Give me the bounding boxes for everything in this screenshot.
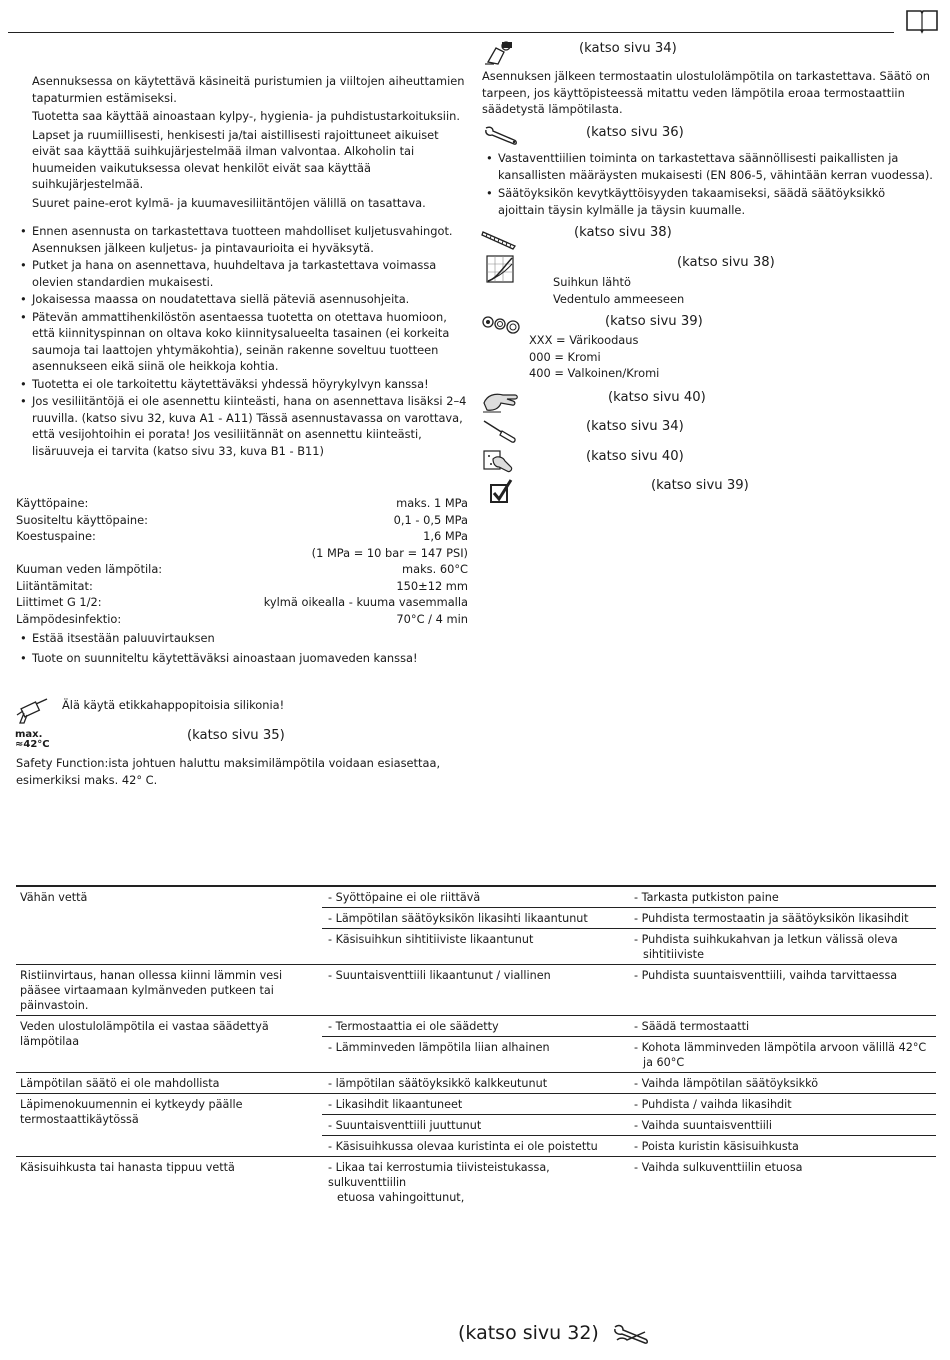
remedy-text: - Kohota lämminveden lämpötila arvoon välillä 42°C — [634, 1041, 927, 1054]
remedy-cell: - Vaihda sulkuventtiilin etuosa — [628, 1157, 936, 1208]
page-reference: (katso sivu 34) — [586, 419, 684, 434]
remedy-cell: - Puhdista / vaihda likasihdit — [628, 1094, 936, 1115]
table-row — [16, 1016, 936, 1037]
page-reference: (katso sivu 40) — [608, 390, 706, 405]
spec-value: 150±12 mm — [396, 578, 468, 593]
troubleshooting-table — [16, 885, 936, 1207]
colour-codes — [529, 332, 659, 382]
wrench-icon — [611, 1322, 651, 1346]
spec-row — [16, 594, 468, 611]
remedy-cell: - Vaihda lämpötilan säätöyksikkö — [628, 1073, 936, 1094]
spec-value: (1 MPa = 10 bar = 147 PSI) — [311, 545, 468, 560]
colour-code-row: XXX = Värikoodaus — [529, 333, 639, 347]
list-item: Suihkun lähtö — [553, 275, 631, 289]
spec-row — [16, 528, 468, 545]
spec-value: 70°C / 4 min — [396, 611, 468, 626]
cause-cell: - Termostaattia ei ole säädetty — [322, 1016, 628, 1037]
page-reference: (katso sivu 39) — [651, 478, 749, 493]
remedy-text: sihtitiiviste — [643, 948, 704, 961]
colour-name: Valkoinen/Kromi — [567, 366, 660, 380]
list-item: • Jos vesiliitäntöjä ei ole asennettu kiinteästi, hana on asennettava lisäksi 2–4 ruuvilla. (katso sivu 32, kuva A1 - A11) Tässä asennustavassa on varottava, että vesijohtoihin ei porata! Jos vesiliitännät on asennettu kiinteästi, lisäruuveja ei tarvita (katso sivu 33, kuva B1 - B11) — [16, 393, 468, 459]
safety-paragraph: Asennuksessa on käytettävä käsineitä puristumien ja viiltojen aiheuttamien tapaturmien estämiseksi. — [32, 74, 465, 105]
spec-bullets — [16, 630, 468, 667]
fault-cell: Läpimenokuumennin ei kytkeydy päälle termostaattikäytössä — [16, 1094, 322, 1157]
remedy-cell — [628, 929, 936, 965]
spec-value: 1,6 MPa — [423, 529, 468, 543]
spec-label: Liitäntämitat: — [16, 578, 93, 593]
spec-label: Koestuspaine: — [16, 529, 96, 543]
fault-cell: Lämpötilan säätö ei ole mahdollista — [16, 1073, 322, 1094]
care-hand-icon — [481, 447, 515, 475]
remedy-cell: - Vaihda suuntaisventtiili — [628, 1115, 936, 1136]
cause-cell: - Suuntaisventtiili juuttunut — [322, 1115, 628, 1136]
ruler-icon — [481, 226, 519, 250]
cause-cell: - Käsisuihkussa olevaa kuristinta ei ole poistettu — [322, 1136, 628, 1157]
cause-text: etuosa vahingoittunut, — [337, 1191, 465, 1204]
safety-paragraph: Suuret paine-erot kylmä- ja kuumavesiliitäntöjen välillä on tasattava. — [32, 195, 426, 210]
spec-value: maks. 1 MPa — [396, 496, 468, 510]
max-label: max. — [15, 729, 43, 740]
table-row — [16, 965, 936, 1016]
technical-data — [16, 495, 468, 627]
wrench-icon — [482, 124, 520, 146]
install-bullets — [16, 223, 468, 460]
fault-cell: Ristiinvirtaus, hanan ollessa kiinni lämmin vesi pääsee virtaamaan kylmänveden putkeen tai päinvastoin. — [16, 965, 322, 1016]
checkbox-check-icon — [489, 479, 515, 505]
flow-diagram-icon — [486, 255, 514, 283]
page-reference: (katso sivu 38) — [677, 255, 775, 270]
colour-code-row: 000 = Kromi — [529, 349, 601, 364]
list-item: • Vastaventtiilien toiminta on tarkastettava säännöllisesti paikallisten ja kansallisten määräysten mukaisesti (EN 806-5, vähintään kerran vuodessa). — [482, 150, 934, 183]
silicone-gun-icon — [14, 697, 50, 725]
header-rule — [8, 32, 894, 33]
cause-cell: - Lämpötilan säätöyksikön likasihti likaantunut — [322, 908, 628, 929]
spec-row — [16, 561, 468, 578]
page-reference: (katso sivu 35) — [187, 728, 285, 743]
fault-cell: Vähän vettä — [16, 886, 322, 965]
remedy-cell: - Poista kuristin käsisuihkusta — [628, 1136, 936, 1157]
spec-label: Lämpödesinfektio: — [16, 611, 122, 626]
max-temp-badge — [15, 730, 50, 750]
list-item: • Säätöyksikön kevytkäyttöisyyden takaamiseksi, säädä säätöyksikkö ajoittain täysin kylmälle ja täysin kuumalle. — [482, 185, 934, 218]
fault-cell: Käsisuihkusta tai hanasta tippuu vettä — [16, 1157, 322, 1208]
page-reference: (katso sivu 32) — [458, 1322, 599, 1344]
remedy-text: - Puhdista suihkukahvan ja letkun välissä oleva — [634, 933, 898, 946]
spec-label: Liittimet G 1/2: — [16, 595, 102, 609]
safety-section — [32, 73, 468, 211]
page-reference: (katso sivu 40) — [586, 449, 684, 464]
spec-value: 0,1 - 0,5 MPa — [393, 512, 468, 527]
maintenance-bullets — [482, 150, 934, 219]
screwdriver-icon — [481, 418, 519, 444]
colour-code: XXX — [529, 333, 553, 347]
book-icon — [905, 8, 939, 34]
safety-function-text: Safety Function:ista johtuen haluttu maksimilämpötila voidaan esiasettaa, esimerkiksi maks. 42° C. — [16, 756, 441, 787]
page-reference: (katso sivu 34) — [579, 41, 677, 56]
list-item: • Pätevän ammattihenkilöstön asentaessa tuotetta on otettava huomioon, että kiinnityspinnan on oltava koko kiinnitysalueelta tasainen (ei korkeita saumoja tai laattojen yhtymäkohtia), seinän rakenne soveltuu tuotteen asennukseen eikä siinä ole heikkoja kohtia. — [16, 309, 468, 375]
page-reference: (katso sivu 38) — [574, 225, 672, 240]
fault-cell: Veden ulostulolämpötila ei vastaa säädettyä lämpötilaa — [16, 1016, 322, 1073]
cause-cell: - lämpötilan säätöyksikkö kalkkeutunut — [322, 1073, 628, 1094]
page-reference: (katso sivu 39) — [605, 314, 703, 329]
cleaning-hand-icon — [481, 389, 519, 415]
colour-name: Kromi — [567, 349, 601, 364]
cause-cell: - Lämminveden lämpötila liian alhainen — [322, 1037, 628, 1073]
list-item: • Jokaisessa maassa on noudatettava siellä päteviä asennusohjeita. — [16, 291, 468, 308]
table-row — [16, 1157, 936, 1208]
table-row — [16, 1094, 936, 1115]
spec-label: Käyttöpaine: — [16, 496, 89, 510]
colour-code: 000 — [529, 349, 551, 364]
max-temp-label: ≈42°C — [15, 739, 50, 750]
remedy-cell: - Tarkasta putkiston paine — [628, 886, 936, 908]
footer-reference — [458, 1321, 651, 1346]
table-row — [16, 886, 936, 908]
remedy-cell: - Puhdista suuntaisventtiili, vaihda tarvittaessa — [628, 965, 936, 1016]
safety-paragraph: Lapset ja ruumiillisesti, henkisesti ja/tai aistillisesti rajoittuneet aikuiset eivät saa käyttää suihkujärjestelmää ilman valvontaa. Alkoholin tai huumeiden vaikutuksessa olevat henkilöt eivät saa käyttää suihkujärjestelmää. — [32, 127, 439, 191]
list-item: Vedentulo ammeeseen — [553, 291, 685, 306]
remedy-cell — [628, 1037, 936, 1073]
list-item: • Ennen asennusta on tarkastettava tuotteen mahdolliset kuljetusvahingot. Asennuksen jälkeen kuljetus- ja pintavaurioita ei hyväksytä. — [16, 223, 468, 256]
spec-value: kylmä oikealla - kuuma vasemmalla — [263, 595, 468, 609]
colour-code-row: 400 = Valkoinen/Kromi — [529, 366, 660, 380]
cause-cell: - Käsisuihkun sihtitiiviste likaantunut — [322, 929, 628, 965]
list-item: • Tuotetta ei ole tarkoitettu käytettäväksi yhdessä höyrykylvyn kanssa! — [16, 376, 468, 393]
spec-label: Kuuman veden lämpötila: — [16, 562, 163, 576]
remedy-cell: - Puhdista termostaatin ja säätöyksikön likasihdit — [628, 908, 936, 929]
colour-code: 400 — [529, 366, 551, 380]
list-item: • Estää itsestään paluuvirtauksen — [16, 630, 468, 647]
thermostat-adjust-icon — [482, 40, 516, 66]
flow-list — [553, 274, 684, 307]
cause-cell — [322, 1157, 628, 1208]
spec-row — [16, 545, 468, 562]
cause-cell: - Likasihdit likaantuneet — [322, 1094, 628, 1115]
cause-cell: - Suuntaisventtiili likaantunut / viallinen — [322, 965, 628, 1016]
page-reference: (katso sivu 36) — [586, 125, 684, 140]
spec-label: Suositeltu käyttöpaine: — [16, 512, 148, 527]
adjust-text: Asennuksen jälkeen termostaatin ulostulolämpötila on tarkastettava. Säätö on tarpeen, jos käyttöpisteessä mitattu veden lämpötila eroaa termostaattiin säädetystä lämpötilasta. — [482, 69, 930, 116]
list-item: • Tuote on suunniteltu käytettäväksi ainoastaan juomaveden kanssa! — [16, 650, 468, 667]
spare-parts-icon — [481, 313, 521, 337]
safety-paragraph: Tuotetta saa käyttää ainoastaan kylpy-, hygienia- ja puhdistustarkoituksiin. — [32, 109, 460, 123]
spec-row — [16, 578, 468, 595]
spec-row — [16, 611, 468, 628]
spec-row — [16, 495, 468, 512]
cause-text: - Likaa tai kerrostumia tiivisteistukassa, sulkuventtiilin — [328, 1161, 550, 1189]
silicone-warning: Älä käytä etikkahappopitoisia silikonia! — [62, 698, 285, 712]
remedy-text: ja 60°C — [643, 1056, 685, 1069]
remedy-cell: - Säädä termostaatti — [628, 1016, 936, 1037]
spec-value: maks. 60°C — [402, 562, 468, 576]
cause-cell: - Syöttöpaine ei ole riittävä — [322, 886, 628, 908]
table-row — [16, 1073, 936, 1094]
spec-row — [16, 512, 468, 529]
colour-name: Värikoodaus — [569, 333, 639, 347]
list-item: • Putket ja hana on asennettava, huuhdeltava ja tarkastettava voimassa olevien standardien mukaisesti. — [16, 257, 468, 290]
